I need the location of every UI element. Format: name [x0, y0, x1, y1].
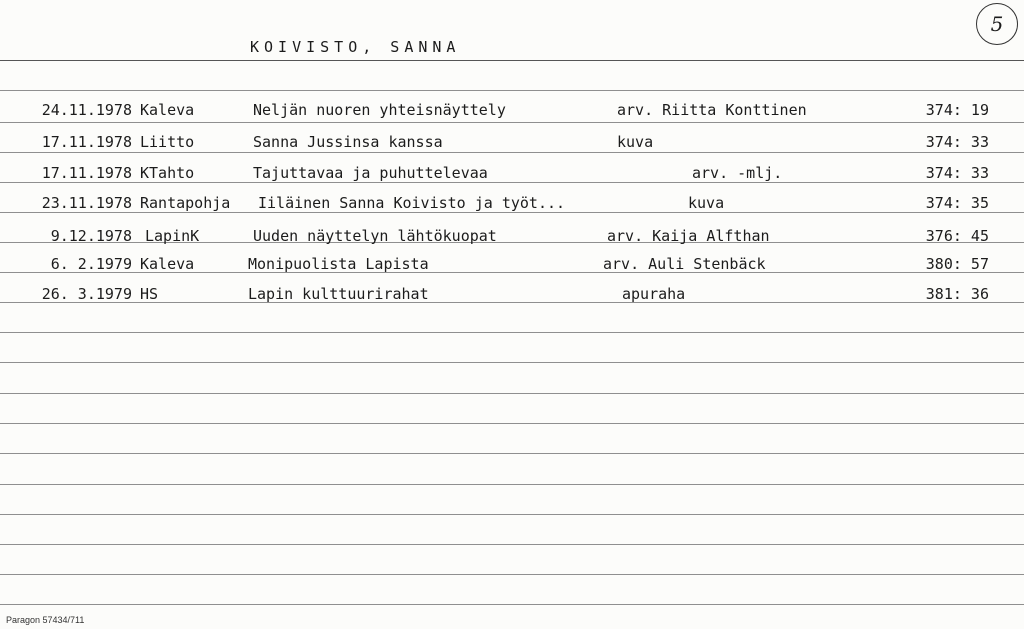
- entry-paper: HS: [140, 285, 159, 303]
- entry-ref: 374: 19: [925, 101, 989, 119]
- entry-paper: Kaleva: [140, 255, 195, 273]
- entry-kind: apuraha: [622, 285, 686, 303]
- entry-headline: Sanna Jussinsa kanssa: [253, 133, 443, 151]
- entry-kind: arv. Kaija Alfthan: [607, 227, 770, 245]
- entry-kind: kuva: [688, 194, 725, 212]
- entry-ref: 374: 35: [925, 194, 989, 212]
- entry-paper: KTahto: [140, 164, 195, 182]
- entry-kind: kuva: [617, 133, 654, 151]
- entry-paper: LapinK: [145, 227, 200, 245]
- header-rule: [0, 60, 1024, 61]
- ruled-line: [0, 604, 1024, 605]
- entry-date: 23.11.1978: [41, 194, 132, 212]
- entry-ref: 381: 36: [925, 285, 989, 303]
- entry-date: 17.11.1978: [41, 164, 132, 182]
- entry-headline: Monipuolista Lapista: [248, 255, 429, 273]
- ruled-line: [0, 393, 1024, 394]
- entry-date: 26. 3.1979: [41, 285, 132, 303]
- entry-kind: arv. Riitta Konttinen: [617, 101, 807, 119]
- entry-row: [0, 190, 1024, 212]
- entry-row: [0, 160, 1024, 182]
- entry-date: 6. 2.1979: [50, 255, 132, 273]
- entry-headline: Neljän nuoren yhteisnäyttely: [253, 101, 506, 119]
- card-number-badge: [976, 3, 1018, 45]
- card-title: KOIVISTO, SANNA: [250, 38, 461, 56]
- printer-imprint: Paragon 57434/711: [6, 615, 85, 625]
- ruled-line: [0, 362, 1024, 363]
- entry-paper: Liitto: [140, 133, 195, 151]
- entry-headline: Iiläinen Sanna Koivisto ja työt...: [258, 194, 566, 212]
- entry-headline: Tajuttavaa ja puhuttelevaa: [253, 164, 488, 182]
- ruled-line: [0, 544, 1024, 545]
- entry-row: [0, 97, 1024, 119]
- ruled-line: [0, 514, 1024, 515]
- ruled-line: [0, 212, 1024, 213]
- entry-row: [0, 129, 1024, 151]
- entry-kind: arv. Auli Stenbäck: [603, 255, 766, 273]
- entry-date: 24.11.1978: [41, 101, 132, 119]
- entry-ref: 374: 33: [925, 164, 989, 182]
- card-number: 5: [990, 12, 1004, 36]
- entry-headline: Uuden näyttelyn lähtökuopat: [253, 227, 497, 245]
- ruled-line: [0, 574, 1024, 575]
- entry-ref: 374: 33: [925, 133, 989, 151]
- entry-ref: 380: 57: [925, 255, 989, 273]
- ruled-line: [0, 453, 1024, 454]
- ruled-line: [0, 122, 1024, 123]
- entry-paper: Kaleva: [140, 101, 195, 119]
- ruled-line: [0, 332, 1024, 333]
- ruled-line: [0, 90, 1024, 91]
- ruled-line: [0, 484, 1024, 485]
- ruled-line: [0, 423, 1024, 424]
- entry-kind: arv. -mlj.: [692, 164, 783, 182]
- entry-ref: 376: 45: [925, 227, 989, 245]
- entry-row: [0, 251, 1024, 273]
- entry-paper: Rantapohja: [140, 194, 231, 212]
- ruled-line: [0, 152, 1024, 153]
- entry-row: [0, 223, 1024, 245]
- entry-date: 17.11.1978: [41, 133, 132, 151]
- entry-headline: Lapin kulttuurirahat: [248, 285, 429, 303]
- entry-date: 9.12.1978: [50, 227, 132, 245]
- entry-row: [0, 281, 1024, 303]
- ruled-line: [0, 182, 1024, 183]
